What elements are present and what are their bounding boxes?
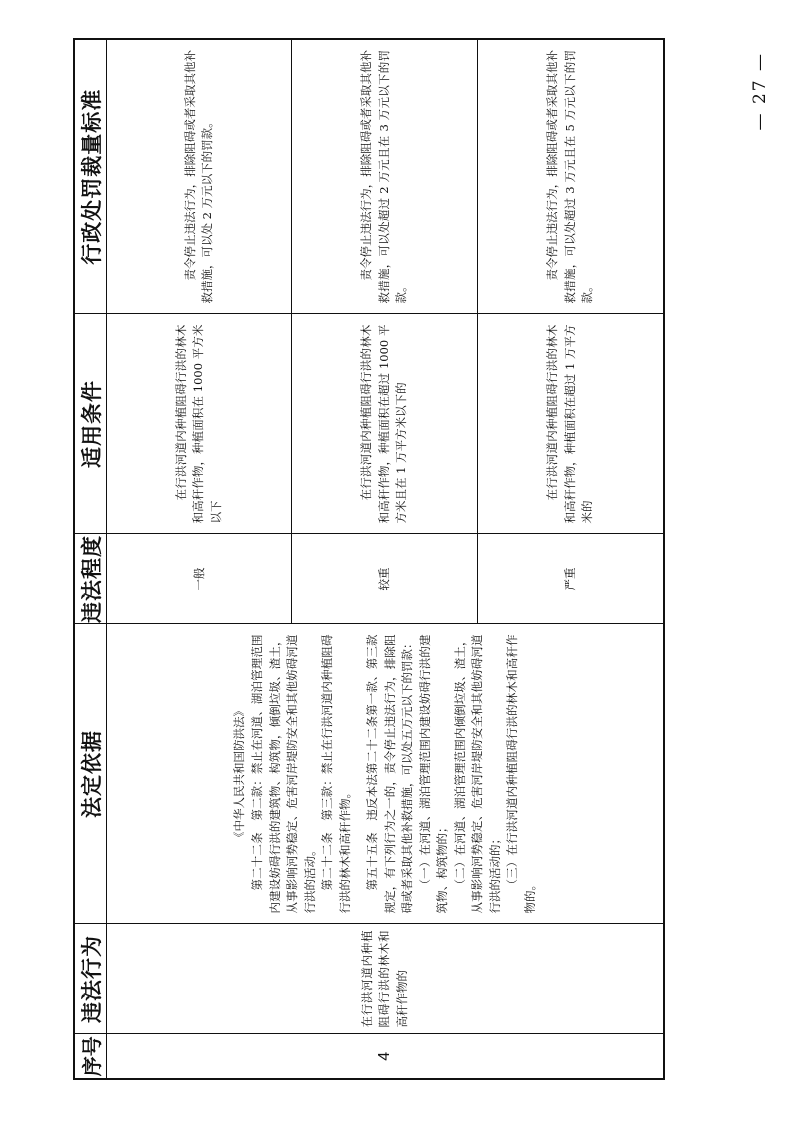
row-act-text: 在行洪河道内种植阻碍行洪的林木和高秆作物的: [359, 930, 409, 1028]
level-general-standard-cell: [107, 39, 292, 314]
table-row: [107, 39, 292, 1079]
level-severe-standard-cell: [477, 39, 664, 314]
header-act: 违法行为: [74, 924, 107, 1034]
basis-law-title: 《中华人民共和国防洪法》: [231, 705, 246, 843]
header-basis: 法定依据: [74, 624, 107, 924]
level-general-degree: 一般: [107, 534, 292, 624]
level-serious-condition: 在行洪河道内种植阻碍行洪的林木和高秆作物，种植面积在超过 1000 平方米且在 1 万平方米以下的: [359, 324, 409, 524]
basis-item-2: （二）在河道、湖泊管理范围内倾倒垃圾、渣土，从事影响河势稳定、危害河岸堤防安全和其他妨碍河道行洪的活动的；: [452, 634, 502, 914]
page-number: — 27 —: [750, 52, 770, 131]
basis-item-1: （一）在河道、湖泊管理范围内建设妨碍行洪的建筑物、构筑物的；: [417, 634, 450, 914]
header-index: 序号: [74, 1034, 107, 1079]
level-general-standard: 责令停止违法行为，排除阻碍或者采取其他补救措施，可以处 2 万元以下的罚款。: [182, 50, 215, 304]
level-general-condition-cell: [107, 314, 292, 534]
table-header-row: [74, 39, 107, 1079]
level-severe-degree: 严重: [477, 534, 664, 624]
basis-article-55: 第五十五条 违反本法第二十二条第一款、第三款规定，有下列行为之一的，责令停止违法行为，排除阻碍或者采取其他补救措施，可以处五万元以下的罚款：: [365, 634, 415, 914]
basis-article-22-2: 第二十二条 第二款：禁止在河道、湖泊管理范围内建设妨碍行洪的建筑物、构筑物，倾倒垃圾、渣土，从事影响河势稳定、危害河岸堤防安全和其他妨碍河道行洪的活动。: [250, 634, 317, 914]
row-basis-cell: [107, 624, 665, 924]
level-serious-degree: 较重: [292, 534, 477, 624]
level-severe-condition-cell: [477, 314, 664, 534]
row-index: 4: [107, 1034, 665, 1079]
basis-item-3: （三）在行洪河道内种植阻碍行洪的林木和高秆作物的。: [505, 634, 537, 914]
level-general-condition: 在行洪河道内种植阻碍行洪的林木和高秆作物，种植面积在 1000 平方米以下: [173, 324, 223, 524]
level-serious-standard-cell: [292, 39, 477, 314]
level-serious-condition-cell: [292, 314, 477, 534]
rotated-table-sheet: [73, 40, 665, 1080]
row-act-cell: [107, 924, 665, 1034]
level-serious-standard: 责令停止违法行为，排除阻碍或者采取其他补救措施，可以处超过 2 万元且在 3 万元以下的罚款。: [359, 50, 409, 304]
header-degree: 违法程度: [74, 534, 107, 624]
header-standard: 行政处罚裁量标准: [74, 39, 107, 314]
level-severe-condition: 在行洪河道内种植阻碍行洪的林木和高秆作物，种植面积在超过 1 万平方米的: [545, 324, 594, 524]
penalty-discretion-table: [73, 38, 665, 1080]
basis-article-22-3: 第二十二条 第三款：禁止在行洪河道内种植阻碍行洪的林木和高秆作物。: [320, 634, 352, 914]
level-severe-standard: 责令停止违法行为，排除阻碍或者采取其他补救措施，可以处超过 3 万元且在 5 万元以下的罚款。: [545, 50, 594, 304]
header-condition: 适用条件: [74, 314, 107, 534]
